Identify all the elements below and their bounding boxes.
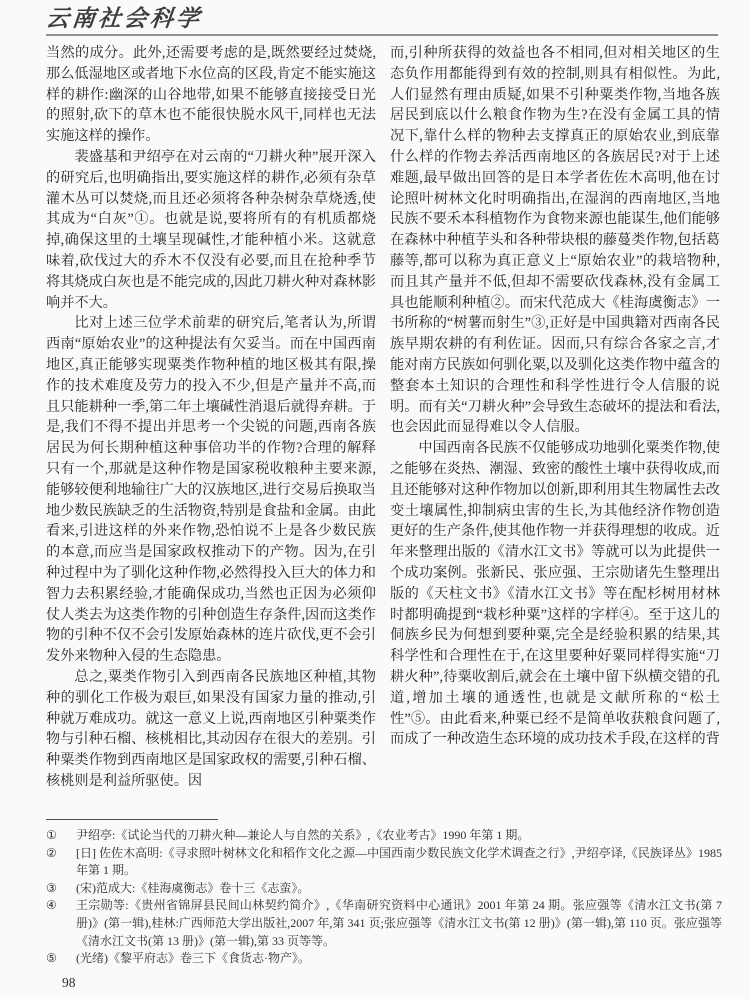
footnote-text: (宋)范成大:《桂海虞衡志》卷十三《志蛮》。 [76, 880, 310, 895]
page-number: 98 [62, 975, 76, 990]
footnote-marker: ③ [46, 880, 57, 895]
paragraph: 而,引种所获得的效益也各不相同,但对相关地区的生态负作用都能得到有效的控制,则具有相似性。为此,人们显然有理由质疑,如果不引种粟类作物,当地各族居民到底以什么粮食作物为生?在没有金属工具的情况下,靠什么样的物种去支撑真正的原始农业,到底靠什么样的作物去养活西南地区的各族居民?对于上述难题,最早做出回答的是日本学者佐佐木高明,他在讨论照叶树林文化时明确指出,在湿润的西南地区,当地民族不要禾本科植物作为食物来源也能谋生,他们能够在森林中种植芋头和各种带块根的藤蔓类作物,包括葛藤等,都可以称为真正意义上“原始农业”的栽培物种,而且其产量并不低,但却不需要砍伐森林,没有金属工具也能顺利种植②。而宋代范成大《桂海虞衡志》一书所称的“树薯而射生”③,正好是中国典籍对西南各民族早期农耕的有利佐证。因而,只有综合各家之言,才能对南方民族如何驯化粟,以及驯化这类作物中蕴含的整套本土知识的合理性和科学性进行令人信服的说明。而有关“刀耕火种”会导致生态破坏的提法和看法,也会因此而显得难以令人信服。 [390, 45, 720, 436]
footnote-marker: ④ [46, 898, 57, 913]
footnote-item [46, 880, 722, 898]
journal-masthead [0, 0, 750, 36]
paragraph: 总之,粟类作物引入到西南各民族地区种植,其物种的驯化工作极为艰巨,如果没有国家力量的推动,引种就万难成功。就这一意义上说,西南地区引种粟类作物与引种石榴、核桃相比,其动因存在很大的差别。引种粟类作物到西南地区是国家政权的需要,引种石榴、核桃则是利益所驱使。因 [46, 668, 376, 789]
footnote-item [46, 845, 722, 880]
paragraph: 当然的成分。此外,还需要考虑的是,既然要经过焚烧,那么低湿地区或者地下水位高的区段,肯定不能实施这样的耕作:幽深的山谷地带,如果不能够直接接受日光的照射,砍下的草木也不能很快脱水风干,同样也无法实施这样的操作。 [46, 45, 376, 145]
footnote-marker: ② [46, 845, 57, 860]
footnote-marker: ⑤ [46, 951, 57, 966]
page-footer [0, 819, 750, 990]
journal-logo: 云南社会科学 [44, 6, 204, 31]
footnote-divider [46, 819, 218, 820]
footnote-text: (光绪)《黎平府志》卷三下《食货志·物产》。 [76, 951, 310, 966]
article-body [0, 36, 750, 815]
paragraph: 裴盛基和尹绍亭在对云南的“刀耕火种”展开深入的研究后,也明确指出,要实施这样的耕作,必须有杂草灌木丛可以焚烧,而且还必须将各种杂树杂草烧透,使其成为“白灰”①。也就是说,要将所有的有机质都烧掉,确保这里的土壤呈现碱性,才能种植小米。这就意味着,砍伐过大的乔木不仅没有必要,而且在抢种季节将其烧成白灰也是不能完成的,因此刀耕火种对森林影响并不大。 [46, 148, 376, 311]
left-column [46, 43, 376, 815]
footnote-text: [日] 佐佐木高明:《寻求照叶树林文化和稻作文化之源—中国西南少数民族文化学术调查之行》,尹绍亭译,《民族译丛》1985 年第 1 期。 [76, 845, 722, 878]
footnotes-list [0, 827, 750, 968]
footnote-item [46, 827, 722, 845]
paragraph: 比对上述三位学术前辈的研究后,笔者认为,所谓西南“原始农业”的这种提法有欠妥当。而在中国西南地区,真正能够实现粟类作物种植的地区极其有限,操作的技术难度及劳力的投入不少,但是产量并不高,而且只能耕种一季,第二年土壤碱性消退后就得弃耕。于是,我们不得不提出并思考一个尖锐的问题,西南各族居民为何长期种植这种事倍功半的作物?合理的解释只有一个,那就是这种作物是国家税收粮种主要来源,能够较便利地输往广大的汉族地区,进行交易后换取当地少数民族缺乏的生活物资,特别是食盐和金属。由此看来,引进这样的外来作物,恐怕说不上是各少数民族的本意,而应当是国家政权推动下的产物。因为,在引种过程中为了驯化这种作物,必然得投入巨大的体力和智力去积累经验,才能确保成功,当然也正因为必须仰仗人类去为这类作物的引种创造生存条件,因而这类作物的引种不仅不会引发原始森林的连片砍伐,更不会引发外来物种入侵的生态隐患。 [46, 315, 376, 665]
paragraph: 中国西南各民族不仅能够成功地驯化粟类作物,使之能够在炎热、潮湿、致密的酸性土壤中获得收成,而且还能够对这种作物加以创新,即利用其生物属性去改变土壤属性,抑制病虫害的生长,为其他经济作物创造更好的生产条件,使其他作物一并获得理想的收成。近年来整理出版的《清水江文书》等就可以为此提供一个成功案例。张新民、张应强、王宗勋诸先生整理出版的《天柱文书》《清水江文书》等在配杉树用材林时都明确提到“栽杉种粟”这样的字样④。至于这儿的侗族乡民为何想到要种粟,完全是经验积累的结果,其科学性和合理性在于,在这里要种好粟同样得实施“刀耕火种”,待粟收割后,就会在土壤中留下纵横交错的孔道,增加土壤的通透性,也就是文献所称的“松土性”⑤。由此看来,种粟已经不是简单收获粮食问题了,而成了一种改造生态环境的成功技术手段,在这样的背 [390, 440, 720, 748]
footnote-item [46, 950, 722, 968]
footnote-text: 尹绍亭:《试论当代的刀耕火种—兼论人与自然的关系》,《农业考古》1990 年第 1 期。 [76, 828, 530, 842]
footnote-marker: ① [46, 828, 57, 842]
footnote-item [46, 897, 722, 950]
right-column [390, 43, 720, 815]
footnote-text: 王宗勋等:《贵州省锦屏县民间山林契约简介》,《华南研究资料中心通讯》2001 年第 24 期。张应强等《清水江文书(第 7 册)》(第一辑),桂林:广西师范大学出版社,2007 年,第 341 页;张应强等《清水江文书(第 12 册)》(第一辑),第 110 页。张应强等《清水江文书(第 13 册)》(第一辑),第 33 页等等。 [76, 898, 722, 948]
